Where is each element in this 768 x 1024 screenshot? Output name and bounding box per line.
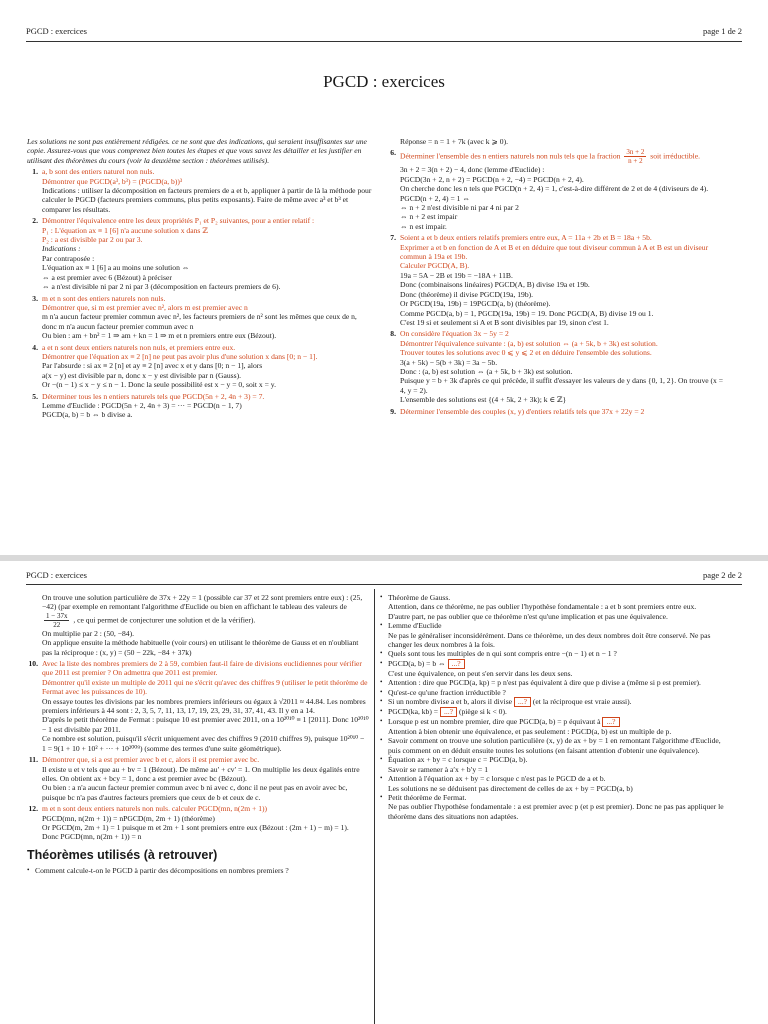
header-left: PGCD : exercices [26, 570, 87, 580]
header-right: page 1 de 2 [703, 26, 742, 36]
exercise-number: 8. [390, 329, 396, 339]
answer-line: PGCD(3n + 2, n + 2) = PGCD(n + 2, −4) = PGCD(n + 2, 4). [400, 174, 584, 184]
fraction-denominator: n + 2 [628, 157, 643, 166]
bullet-item [380, 678, 730, 687]
answer-line: Puisque y = b + 3k d'après ce qui précède, il suffit d'essayer les valeurs de y dans {0, 1, 2}. On trouve (x = 4, y = 2). [400, 376, 724, 395]
answer-line: Comme PGCD(a, b) = 1, PGCD(19a, 19b) = 19. Donc PGCD(A, B) divise 19 ou 1. [400, 308, 654, 318]
statement-text: Déterminer l'ensemble des n entiers naturels non nuls tels que la fraction [400, 151, 621, 161]
exercise-number: 3. [32, 293, 38, 303]
exercise-number: 6. [390, 148, 396, 158]
answer-line: ⇔ n + 2 n'est divisible ni par 4 ni par 2 [400, 203, 519, 213]
answer-line: Réponse = n = 1 + 7k (avec k ⩾ 0). [400, 137, 508, 146]
answer-line: ⇔ a n'est divisible ni par 2 ni par 3 (décomposition en facteurs premiers de 6). [42, 282, 281, 292]
answer-line: 3n + 2 = 3(n + 2) − 4, donc (lemme d'Euclide) : [400, 165, 545, 175]
fraction [44, 612, 69, 629]
bullet-item [380, 688, 730, 697]
exercise-number: 5. [32, 391, 38, 401]
answer-line: C'est 19 si et seulement si A et B sont divisibles par 19, sinon c'est 1. [400, 317, 609, 327]
answer-line: a(x − y) est divisible par n, donc x − y est divisible par n (Gauss). [42, 370, 242, 380]
page-header [26, 570, 742, 580]
answer-line: ⇔ n + 2 est impair [400, 212, 458, 222]
exercise-4 [27, 343, 373, 390]
bullet-item [380, 793, 730, 821]
exercise-11 [27, 755, 369, 802]
bullet-text: Théorème de Gauss. [388, 593, 451, 602]
bullet-text [388, 717, 671, 727]
property-p2: P₂ : a est divisible par 2 ou par 3. [42, 235, 143, 245]
header-right: page 2 de 2 [703, 570, 742, 580]
answer-line: Or −(n − 1) ≤ x − y ≤ n − 1. Donc la seule possibilité est x − y = 0, soit x = y. [42, 380, 276, 390]
exercise-statement: a, b sont des entiers naturel non nuls. [42, 167, 155, 177]
exercise-statement: Démontrer que, si a est premier avec b et c, alors il est premier avec bc. [42, 755, 260, 765]
answer-line: Or PGCD(19a, 19b) = 19PGCD(a, b) (théorème). [400, 299, 551, 309]
answer-line: Ou bien : am + bn² = 1 ⇒ am + kn = 1 ⇒ m et n premiers entre eux (Bézout). [42, 331, 277, 341]
exercise-statement: Calculer PGCD(A, B). [400, 261, 470, 271]
exercise-number: 2. [32, 216, 38, 226]
section-title: Théorèmes utilisés (à retrouver) [27, 847, 218, 862]
bullet-icon: • [380, 755, 383, 764]
bullet-subtext: Ne pas le généraliser inconsidérément. Dans ce théorème, un des deux nombres doit être conservé. Ne pas changer les deux nombres à la fois. [388, 630, 711, 650]
exercise-statement: a et n sont deux entiers naturels non nuls, et premiers entre eux. [42, 342, 236, 352]
bullet-text-part: Lorsque p est un nombre premier, dire que PGCD(a, b) = p équivaut à [388, 717, 601, 727]
fraction [624, 148, 646, 165]
bullet-item [380, 697, 730, 707]
bullet-icon: • [380, 678, 383, 687]
answer-line: On multiplie par 2 : (50, −84). [42, 628, 135, 638]
bullet-subtext: Savoir se ramener à a′x + b′y = 1 [388, 764, 489, 774]
answer-line: m n'a aucun facteur premier commun avec n², les facteurs premiers de n² sont les mêmes que ceux de n, donc m n'a aucun facteur premier commun avec n [42, 312, 357, 331]
answer-line: D'après le petit théorème de Fermat : puisque 10 est premier avec 2011, on a 10²⁰¹⁰ ≡ 1 [2011]. Donc 10²⁰¹⁰ − 1 est divisible par 2011. [42, 715, 369, 734]
right-column [385, 137, 730, 416]
bullet-item [380, 717, 730, 736]
answer-line [42, 593, 369, 629]
bullet-text-part: Si un nombre divise a et b, alors il divise [388, 697, 513, 707]
bullet-item [380, 649, 730, 658]
fraction-numerator: 1 − 37x [46, 611, 68, 620]
answer-line: On essaye toutes les divisions par les nombres premiers inférieurs ou égaux à √2011 ≈ 44.84. Les nombres premiers inférieurs à 44 sont : 2, 3, 5, 7, 11, 13, 17, 19, 23, 29, 31, 37, 41, 43. Il y en a 14. [42, 696, 366, 716]
bullet-subtext: Les solutions ne se déduisent pas directement de celles de ax + by = PGCD(a, b) [388, 783, 633, 793]
bullet-icon: • [380, 792, 383, 801]
bullet-subtext: Attention à bien obtenir une équivalence, et pas seulement : PGCD(a, b) est un multiple de p. [388, 727, 672, 737]
exercise-statement: Soient a et b deux entiers relatifs premiers entre eux, A = 11a + 2b et B = 18a + 5b. [400, 233, 652, 243]
answer-line: Donc (combinaisons linéaires) PGCD(A, B) divise 19a et 19b. [400, 280, 590, 290]
bullet-text-part: (piège si k < 0). [458, 707, 507, 717]
bullet-text: Quels sont tous les multiples de n qui sont compris entre −(n − 1) et n − 1 ? [388, 649, 617, 659]
blank-box: ...? [514, 697, 531, 707]
answer-line: Donc : (a, b) est solution ⇔ (a + 5k, b + 3k) est solution. [400, 366, 573, 376]
exercise-number: 11. [28, 755, 38, 765]
exercise-statement: Démontrer que PGCD(a³, b³) = (PGCD(a, b))³ [42, 176, 183, 186]
answer-line: Ce nombre est solution, puisqu'il s'écrit uniquement avec des chiffres 9 (2010 chiffres 9), puisque 10²⁰¹⁰ − 1 = 9(1 + 10 + 10² + ··· + 10²⁰⁰⁹) (somme des termes d'une suite géométrique). [42, 734, 365, 753]
answer-line: Il existe u et v tels que au + bv = 1 (Bézout). De même au′ + cv′ = 1. On multiplie les deux égalités entre elles. On obtient ax + bcy = 1, donc a est premier avec bc (Bézout). [42, 764, 360, 783]
page-header [26, 26, 742, 36]
bullet-icon: • [380, 717, 383, 726]
exercise-statement: Démontrer que, si m est premier avec n², alors m est premier avec n [42, 302, 248, 312]
answer-line: Donc PGCD(mn, n(2m + 1)) = n [42, 832, 142, 842]
exercise-6 [385, 148, 730, 231]
exercise-statement: Déterminer l'ensemble des couples (x, y) d'entiers relatifs tels que 37x + 22y = 2 [400, 406, 645, 416]
bullet-icon: • [380, 649, 383, 658]
exercise-number: 7. [390, 233, 396, 243]
exercise-1 [27, 167, 373, 214]
answer-line: Or PGCD(m, 2m + 1) = 1 puisque m et 2m + 1 sont premiers entre eux (Bézout : (2m + 1) − m) = 1). [42, 822, 349, 832]
exercise-2 [27, 216, 373, 291]
header-rule [26, 41, 742, 42]
bullet-text [388, 659, 573, 669]
bullet-text-part: PGCD(ka, kb) = [388, 707, 439, 717]
property-p1: P₁ : L'équation ax ≡ 1 [6] n'a aucune solution x dans ℤ [42, 225, 208, 235]
exercise-9 [385, 407, 730, 416]
left-column [27, 593, 369, 876]
exercise-statement: Démontrer que l'équation ax ≡ 2 [n] ne peut pas avoir plus d'une solution x dans [0; n − 1]. [42, 351, 318, 361]
bullet-text: Qu'est-ce qu'une fraction irréductible ? [388, 687, 506, 697]
bullet-icon: • [380, 707, 383, 716]
bullet-text: Lemme d'Euclide [388, 621, 442, 631]
answer-text: On trouve une solution particulière de 37x + 22y = 1 (possible car 37 et 22 sont premiers entre eux) : (25, −42) (par exemple en remontant l'algorithme d'Euclide ou bien en affichant le tableau des valeurs de [42, 593, 363, 612]
page-2 [0, 561, 768, 1024]
bullet-text: Petit théorème de Fermat. [388, 792, 467, 802]
bullet-text [388, 707, 507, 717]
bullet-text-part: PGCD(a, b) = b ⇔ [388, 658, 446, 668]
exercise-number: 10. [28, 659, 38, 669]
answer-line: L'ensemble des solutions est {(4 + 5k, 2 + 3k); k ∈ ℤ} [400, 395, 567, 405]
exercise-statement [400, 148, 730, 165]
left-column [27, 137, 373, 420]
exercise-statement: Trouver toutes les solutions avec 0 ⩽ y ⩽ 2 et en déduire l'ensemble des solutions. [400, 348, 652, 358]
bullet-item [380, 621, 730, 649]
exercise-statement: Avec la liste des nombres premiers de 2 à 59, combien faut-il faire de divisions euclidiennes pour vérifier que 2011 est premier ? On admettra que 2011 est premier. [42, 659, 362, 678]
answer-line: Lemme d'Euclide : PGCD(5n + 2, 4n + 3) = ··· = PGCD(n − 1, 7) [42, 400, 242, 410]
bullet-text-part: (et la réciproque est vraie aussi). [532, 697, 632, 707]
answer-line: PGCD(mn, n(2m + 1)) = nPGCD(m, 2m + 1) (théorème) [42, 813, 215, 823]
answer-line: PGCD(n + 2, 4) = 1 ⇔ [400, 193, 470, 203]
bullet-text: Attention : dire que PGCD(a, kp) = p n'est pas équivalent à dire que p divise a (même si p est premier). [388, 678, 701, 688]
column-divider [374, 589, 375, 1024]
exercise-10 [27, 659, 369, 753]
exercise-number: 4. [32, 342, 38, 352]
blank-box: ...? [602, 717, 619, 727]
bullet-subtext: C'est une équivalence, on peut s'en servir dans les deux sens. [388, 668, 573, 678]
bullet-item [380, 659, 730, 678]
bullet-icon: • [380, 593, 383, 601]
answer-line: PGCD(a, b) = b ⇔ b divise a. [42, 410, 133, 420]
page-title: PGCD : exercices [323, 72, 445, 91]
bullet-icon: • [380, 736, 383, 745]
bullet-subtext: Attention, dans ce théorème, ne pas oublier l'hypothèse fondamentale : a et b sont premiers entre eux. [388, 602, 697, 612]
answer-line: On applique ensuite la méthode habituelle (voir cours) en utilisant le théorème de Gauss et en n'oubliant pas la réciproque : (x, y) = (50 − 22k, −84 + 37k) [42, 638, 359, 657]
bullet-item [380, 593, 730, 621]
bullet-text: Savoir comment on trouve une solution particulière (x, y) de ax + by = 1 en remontant l'algorithme d'Euclide, puis comment on en déduit ensuite toutes les solutions (en faisant attention d'obtenir une équivalence). [388, 736, 721, 755]
exercise-statement: Démontrer l'équivalence entre les deux propriétés P₁ et P₂ suivantes, pour a entier relatif : [42, 216, 315, 226]
answer-line: On cherche donc les n tels que PGCD(n + 2, 4) = 1, c'est-à-dire différent de 2 et de 4 (diviseurs de 4). [400, 184, 709, 194]
bullet-text: Comment calcule-t-on le PGCD à partir des décompositions en nombres premiers ? [35, 866, 289, 876]
exercise-7 [385, 233, 730, 327]
bullet-item [380, 755, 730, 774]
blank-box: ...? [440, 707, 457, 717]
exercise-statement: Exprimer a et b en fonction de A et B et en déduire que tout diviseur commun à A et B est un diviseur commun à 19a et 19b. [400, 242, 709, 262]
answer-line: L'équation ax ≡ 1 [6] a au moins une solution ⇔ [42, 263, 190, 273]
answer-line: Par l'absurde : si ax ≡ 2 [n] et ay ≡ 2 [n] avec x et y dans [0; n − 1], alors [42, 361, 263, 371]
bullet-icon: • [380, 687, 383, 696]
right-column [380, 593, 730, 821]
bullet-subtext: Ne pas oublier l'hypothèse fondamentale : a est premier avec p (et p est premier). Donc ne pas pas appliquer le théorème dans des situations non adaptées. [388, 802, 724, 821]
answer-text: , ce qui permet de conjecturer une solution et de la vérifier). [73, 615, 256, 625]
blank-box: ...? [448, 659, 465, 669]
exercise-statement: Démontrer qu'il existe un multiple de 2011 qui ne s'écrit qu'avec des chiffres 9 (utiliser le petit théorème de Fermat avec les puissances de 10). [42, 677, 368, 697]
bullet-icon: • [27, 866, 30, 875]
exercise-statement: Déterminer tous les n entiers naturels tels que PGCD(5n + 2, 4n + 3) = 7. [42, 391, 265, 401]
bullet-text [388, 697, 632, 707]
exercise-statement: Démontrer l'équivalence suivante : (a, b) est solution ⇔ (a + 5k, b + 3k) est solution. [400, 338, 658, 348]
header-left: PGCD : exercices [26, 26, 87, 36]
bullet-subtext: D'autre part, ne pas oublier que ce théorème n'est qu'une implication et pas une équivalence. [388, 611, 668, 621]
bullet-text: Équation ax + by = c lorsque c = PGCD(a, b). [388, 755, 528, 765]
header-rule [26, 584, 742, 585]
answer-line: ⇔ a est premier avec 6 (Bézout) à préciser [42, 272, 172, 282]
exercise-8 [385, 329, 730, 404]
bullet-icon: • [380, 697, 383, 706]
bullet-text: Attention à l'équation ax + by = c lorsque c n'est pas le PGCD de a et b. [388, 774, 606, 784]
answer-line: Indications : utiliser la décomposition en facteurs premiers de a et b, appliquer à partir de là la méthode pour calculer le PGCD (facteurs premiers communs, plus petits exposants). Faire de même avec a³ et b³ et comparer les résultats. [42, 186, 372, 214]
bullet-icon: • [380, 658, 383, 667]
fraction-denominator: 22 [53, 620, 61, 629]
answer-line: Par contraposée : [42, 253, 95, 263]
answer-line: Donc (théorème) il divise PGCD(19a, 19b). [400, 289, 534, 299]
exercise-statement: On considère l'équation 3x − 5y = 2 [400, 329, 509, 339]
statement-text: soit irréductible. [650, 151, 701, 161]
intro-text: Les solutions ne sont pas entièrement rédigées. ce ne sont que des indications, qui seraient insuffisantes sur une copie. Assurez-vous que vous comprenez bien toutes les étapes et que vous savez les détailler et les justifier en utilisant des théorèmes du cours (voir la deuxième section : théorèmes utilisés). [27, 137, 367, 165]
bullet-item [380, 774, 730, 793]
exercise-12 [27, 804, 369, 842]
bullet-icon: • [380, 774, 383, 783]
answer-line: 19a = 5A − 2B et 19b = −18A + 11B. [400, 270, 513, 280]
exercise-number: 12. [28, 804, 38, 814]
exercise-statement: m et n sont des entiers naturels non nuls. [42, 293, 166, 303]
exercise-5 [27, 392, 373, 420]
bullet-item [380, 707, 730, 717]
bullet-item [380, 736, 730, 755]
exercise-number: 9. [390, 406, 396, 416]
exercise-statement: m et n sont deux entiers naturels non nuls. calculer PGCD(mn, n(2m + 1)) [42, 804, 268, 814]
answer-line: Ou bien : a n'a aucun facteur premier commun avec b ni avec c, donc il ne peut pas en avoir avec bc, puisque bc n'a pas d'autres facteurs premiers que ceux de b et ceux de c. [42, 783, 348, 802]
bullet-icon: • [380, 621, 383, 630]
exercise-3 [27, 294, 373, 341]
answer-line: ⇔ n est impair. [400, 221, 447, 231]
bullet-item [27, 866, 369, 875]
fraction-numerator: 3n + 2 [626, 148, 645, 157]
answer-line: Indications : [42, 244, 81, 254]
exercise-number: 1. [32, 167, 38, 177]
exercise-9-continued [27, 593, 369, 657]
answer-line: 3(a + 5k) − 5(b + 3k) = 3a − 5b. [400, 357, 498, 367]
